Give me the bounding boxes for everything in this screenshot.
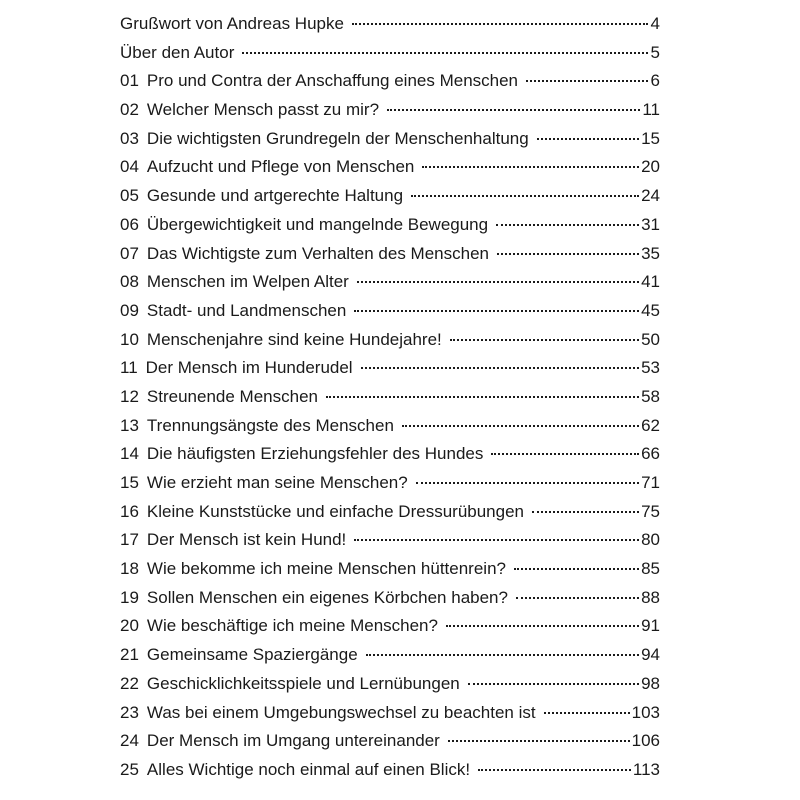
toc-entry-page: 80 (641, 530, 660, 550)
toc-entry (120, 440, 660, 469)
toc-entry-number: 07 (120, 243, 139, 263)
toc-entry (120, 268, 660, 297)
toc-entry-number: 16 (120, 501, 139, 521)
dot-leader (446, 625, 639, 627)
toc-entry-number: 14 (120, 444, 139, 464)
toc-entry-number: 01 (120, 71, 139, 91)
toc-entry-page: 85 (641, 559, 660, 579)
toc-entry-title: Pro und Contra der Anschaffung eines Menschen (146, 71, 519, 91)
toc-entry (120, 469, 660, 498)
toc-entry-page: 75 (641, 501, 660, 521)
toc-entry-title: Wie beschäftige ich meine Menschen? (146, 616, 438, 636)
toc-entry-number: 05 (120, 186, 139, 206)
dot-leader (352, 23, 648, 25)
dot-leader (450, 339, 639, 341)
toc-entry-number: 22 (120, 673, 139, 693)
toc-entry-number: 10 (120, 329, 139, 349)
toc-entry-title: Sollen Menschen ein eigenes Körbchen haben? (146, 587, 508, 607)
toc-entry (120, 297, 660, 326)
dot-leader (361, 367, 640, 369)
toc-entry (120, 383, 660, 412)
dot-leader (354, 539, 639, 541)
toc-entry (120, 326, 660, 355)
toc-entry-number: 23 (120, 702, 139, 722)
toc-entry-page: 5 (650, 42, 660, 62)
toc-entry (120, 412, 660, 441)
toc-entry-title: Trennungsängste des Menschen (146, 415, 394, 435)
toc-entry-title: Übergewichtigkeit und mangelnde Bewegung (146, 214, 489, 234)
toc-entry-number: 06 (120, 214, 139, 234)
dot-leader (514, 568, 639, 570)
toc-entry-page: 58 (641, 386, 660, 406)
toc-entry-page: 71 (641, 473, 660, 492)
toc-entry-number: 03 (120, 128, 139, 148)
dot-leader (402, 425, 639, 427)
toc-entry-title: Menschenjahre sind keine Hundejahre! (146, 329, 442, 349)
toc-entry-title: Wie erzieht man seine Menschen? (146, 473, 408, 492)
toc-entry (120, 10, 660, 39)
toc-entry (120, 240, 660, 269)
toc-entry-number: 12 (120, 386, 139, 406)
toc-entry-number: 20 (120, 616, 139, 636)
toc-entry-title: Gesunde und artgerechte Haltung (146, 186, 404, 206)
toc-entry (120, 526, 660, 555)
toc-entry (120, 756, 660, 785)
toc-entry-number: 18 (120, 559, 139, 579)
toc-entry-title: Der Mensch ist kein Hund! (146, 530, 347, 550)
toc-entry-title: Gemeinsame Spaziergänge (146, 645, 358, 665)
toc-entry-page: 45 (641, 300, 660, 320)
toc-entry (120, 182, 660, 211)
toc-entry-title: Menschen im Welpen Alter (146, 272, 349, 292)
toc-entry-title: Grußwort von Andreas Hupke (120, 14, 344, 33)
toc-entry-title: Die wichtigsten Grundregeln der Menschenhaltung (146, 128, 529, 148)
toc-entry-number: 08 (120, 272, 139, 292)
dot-leader (537, 138, 639, 140)
dot-leader (526, 80, 648, 82)
table-of-contents (120, 10, 660, 785)
toc-entry-page: 66 (641, 444, 660, 464)
dot-leader (496, 224, 639, 226)
toc-entry (120, 39, 660, 68)
toc-entry-page: 31 (641, 214, 660, 234)
toc-entry-title: Streunende Menschen (146, 386, 318, 406)
toc-entry-title: Über den Autor (120, 42, 235, 62)
toc-entry-number: 17 (120, 530, 139, 550)
toc-entry (120, 670, 660, 699)
dot-leader (468, 683, 639, 685)
toc-entry-page: 24 (641, 186, 660, 206)
toc-entry (120, 67, 660, 96)
toc-entry-page: 4 (650, 14, 660, 33)
toc-entry-page: 91 (641, 616, 660, 636)
toc-entry-title: Alles Wichtige noch einmal auf einen Blick! (146, 759, 471, 779)
dot-leader (448, 740, 630, 742)
dot-leader (497, 253, 639, 255)
toc-entry-number: 25 (120, 759, 139, 779)
dot-leader (544, 712, 630, 714)
dot-leader (354, 310, 639, 312)
toc-entry-page: 50 (641, 329, 660, 349)
toc-entry-number: 19 (120, 587, 139, 607)
toc-entry-number: 13 (120, 415, 139, 435)
toc-entry-title: Stadt- und Landmenschen (146, 300, 347, 320)
toc-entry-number: 21 (120, 645, 139, 665)
dot-leader (242, 52, 648, 54)
toc-entry (120, 125, 660, 154)
toc-entry-page: 62 (641, 415, 660, 435)
toc-entry-page: 88 (641, 587, 660, 607)
toc-entry-page: 53 (641, 358, 660, 378)
dot-leader (387, 109, 640, 111)
toc-entry-page: 106 (631, 731, 660, 751)
toc-entry (120, 727, 660, 756)
toc-entry-page: 94 (641, 645, 660, 665)
dot-leader (416, 482, 639, 484)
dot-leader (357, 281, 639, 283)
toc-entry-number: 09 (120, 300, 139, 320)
toc-entry-title: Der Mensch im Hunderudel (145, 358, 353, 378)
toc-entry-page: 15 (641, 128, 660, 148)
toc-entry-title: Der Mensch im Umgang untereinander (146, 731, 440, 751)
toc-entry (120, 699, 660, 728)
toc-entry (120, 584, 660, 613)
dot-leader (326, 396, 639, 398)
toc-entry (120, 211, 660, 240)
toc-entry-number: 11 (120, 358, 138, 378)
toc-entry-page: 103 (631, 702, 660, 722)
toc-entry-title: Welcher Mensch passt zu mir? (146, 100, 380, 120)
toc-entry-number: 02 (120, 100, 139, 120)
dot-leader (411, 195, 639, 197)
toc-entry-title: Geschicklichkeitsspiele und Lernübungen (146, 673, 460, 693)
toc-entry-page: 98 (641, 673, 660, 693)
toc-entry (120, 96, 660, 125)
toc-entry-page: 20 (641, 157, 660, 177)
toc-entry (120, 641, 660, 670)
toc-entry-title: Wie bekomme ich meine Menschen hüttenrein? (146, 559, 506, 579)
toc-entry-title: Aufzucht und Pflege von Menschen (146, 157, 415, 177)
toc-entry-title: Das Wichtigste zum Verhalten des Menschen (146, 243, 489, 263)
toc-entry-title: Die häufigsten Erziehungsfehler des Hundes (146, 444, 484, 464)
dot-leader (491, 453, 639, 455)
dot-leader (366, 654, 639, 656)
toc-entry-page: 41 (641, 272, 660, 292)
toc-entry (120, 555, 660, 584)
toc-entry-page: 113 (632, 759, 660, 779)
dot-leader (516, 597, 639, 599)
toc-entry (120, 612, 660, 641)
toc-entry-number: 04 (120, 157, 139, 177)
toc-entry-title: Was bei einem Umgebungswechsel zu beachten ist (146, 702, 536, 722)
toc-entry-page: 35 (641, 243, 660, 263)
toc-entry-number: 15 (120, 473, 139, 492)
toc-entry-number: 24 (120, 731, 139, 751)
toc-entry (120, 498, 660, 527)
toc-entry-title: Kleine Kunststücke und einfache Dressurübungen (146, 501, 525, 521)
dot-leader (422, 166, 639, 168)
toc-entry-page: 6 (650, 71, 660, 91)
toc-entry (120, 354, 660, 383)
dot-leader (478, 769, 631, 771)
dot-leader (532, 511, 639, 513)
toc-entry (120, 153, 660, 182)
toc-entry-page: 11 (642, 100, 660, 120)
